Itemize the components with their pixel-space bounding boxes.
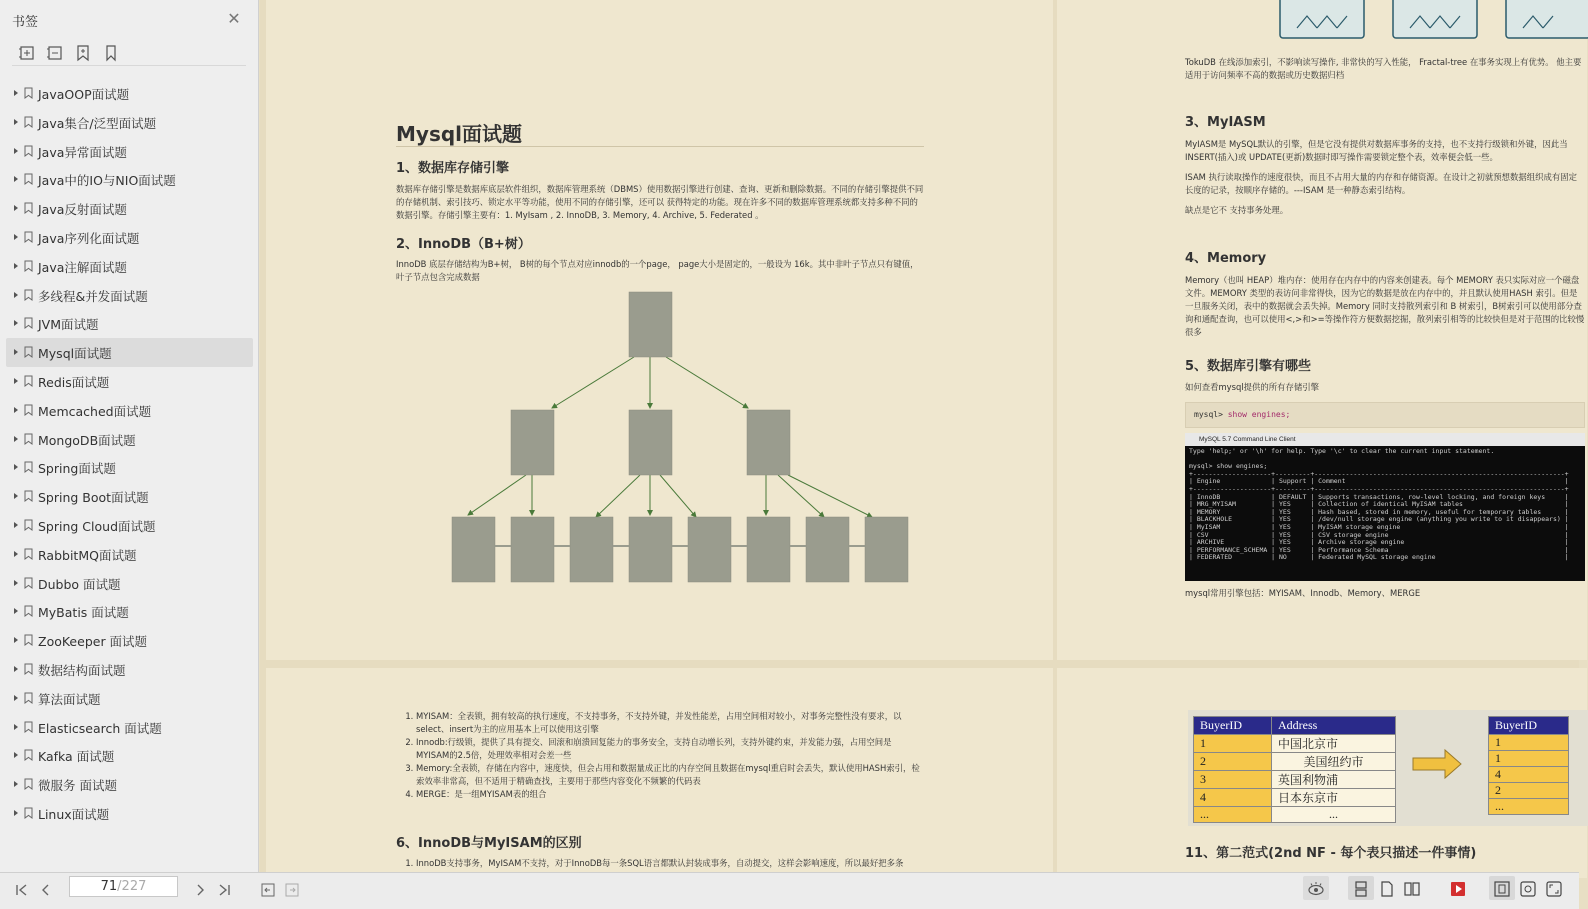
sidebar-item[interactable] [0,137,259,166]
table-row [1489,783,1569,799]
previous-page-icon[interactable] [38,882,54,898]
chevron-right-icon[interactable] [12,346,20,358]
sidebar-item-label: MyBatis 面试题 [38,605,129,621]
table-cell: ... [1272,807,1396,823]
bookmark-icon [24,577,33,589]
sidebar-item-label: Java序列化面试题 [38,230,140,246]
sidebar-item-label: JVM面试题 [38,317,99,333]
bookmark-icon [24,116,33,128]
sidebar-toolbar [12,44,246,66]
fit-width-icon[interactable] [1493,880,1511,898]
sidebar-item[interactable] [0,79,259,108]
chevron-right-icon[interactable] [12,490,20,502]
add-bookmark-icon[interactable] [74,44,92,62]
bookmark-icon [24,634,33,646]
heading-second-normal-form: 11、第二范式(2nd NF - 每个表只描述一件事情) [1185,846,1477,861]
list-item: 1. MYISAM：全表锁，拥有较高的执行速度，不支持事务，不支持外键，并发性能差，占用空间相对较小，对事务完整性没有要求，以select、insert为主的应用基本上可以使用这引擎 [416,710,922,736]
chevron-right-icon[interactable] [12,519,20,531]
sidebar-item-label: RabbitMQ面试题 [38,547,137,563]
engine-comparison-list [402,710,922,801]
chevron-right-icon[interactable] [12,289,20,301]
bookmark-icon[interactable] [102,44,120,62]
collapse-all-icon[interactable] [46,44,64,62]
sidebar-item[interactable] [0,108,259,137]
sidebar-item-label: MongoDB面试题 [38,432,136,448]
diff-list [402,857,922,870]
heading-innodb: 2、InnoDB（B+树） [396,237,531,252]
table-row [1194,789,1396,807]
sidebar-item-label: 多线程&并发面试题 [38,288,148,304]
bookmark-icon [24,317,33,329]
table-cell: 中国北京市 [1272,735,1396,753]
chevron-right-icon[interactable] [12,692,20,704]
sidebar-item[interactable] [0,252,259,281]
heading-myisam: 3、MyIASM [1185,115,1266,130]
bookmark-icon [24,692,33,704]
sidebar-item[interactable] [0,482,259,511]
table-cell: 1 [1489,751,1569,767]
bookmark-icon [24,346,33,358]
table-cell: 4 [1194,789,1272,807]
sidebar-item[interactable] [0,684,259,713]
sidebar-item-label: Java异常面试题 [38,144,127,160]
btree-fragment [1277,0,1587,42]
sidebar-item-label: Java中的IO与NIO面试题 [38,173,176,189]
heading-storage-engine: 1、数据库存储引擎 [396,161,510,176]
table-row [1194,807,1396,823]
heading-innodb-myisam-diff: 6、InnoDB与MyISAM的区别 [396,836,582,851]
paragraph-howto: 如何查看mysql提供的所有存储引擎 [1185,382,1319,392]
bookmark-icon [24,519,33,531]
column-header: BuyerID [1489,717,1569,735]
table-cell: 美国纽约市 [1272,753,1396,771]
table-cell: 英国利物浦 [1272,771,1396,789]
bottom-toolbar [0,872,1579,909]
paragraph-tokudb: TokuDB 在线添加索引，不影响读写操作, 非常快的写入性能， Fractal-tree 在事务实现上有优势。 他主要适用于访问频率不高的数据或历史数据归档 [1185,57,1582,80]
sidebar-item-label: JavaOOP面试题 [38,87,130,102]
page-title: Mysql面试题 [396,122,523,146]
column-header: BuyerID [1194,717,1272,735]
sidebar-item-label: Java注解面试题 [38,259,127,275]
table-cell: 日本东京市 [1272,789,1396,807]
chevron-right-icon[interactable] [12,317,20,329]
table-cell: ... [1194,807,1272,823]
play-slideshow-icon[interactable] [1449,880,1467,898]
sidebar-item-label: 数据结构面试题 [38,662,126,678]
bookmark-icon [24,663,33,675]
sidebar-item[interactable] [0,223,259,252]
paragraph-innodb: InnoDB 底层存储结构为B+树， B树的每个节点对应innodb的一个page， page大小是固定的，一般设为 16k。其中非叶子节点只有键值，叶子节点包含完成数据 [396,259,919,282]
sidebar-item[interactable] [0,713,259,742]
bplus-tree-diagram [436,285,916,595]
sidebar-item[interactable] [0,799,259,828]
sidebar-item-label: Spring Boot面试题 [38,490,149,506]
paragraph-storage-engine: 数据库存储引擎是数据库底层软件组织，数据库管理系统（DBMS）使用数据引擎进行创建、查询、更新和删除数据。不同的存储引擎提供不同的存储机制、索引技巧、锁定水平等功能，使用不同的存储引擎，还可以 获得特定的功能。现在许多不同的数据库管理系统都支持多种不同的数据引擎。存储引擎主要有：1. MyIsam , 2. InnoDB, 3. Memory, 4. Archive, 5. Federated 。 [396,184,924,220]
sidebar-item[interactable] [0,281,259,310]
bookmark-icon [24,375,33,387]
continuous-scroll-icon[interactable] [1352,880,1370,898]
console-output: Type 'help;' or '\h' for help. Type '\c' to clear the current input statement. mysql> show engines; +--------------------+---------+----------------------------------------------------------------+ | Engine | Support | Comment | +--------------------+---------+----------------------------------------------------------------+ | InnoDB | DEFAULT | Supports transactions, row-level locking, and foreign keys | | MRG_MYISAM | YES | Collection of identical MyISAM tables | | MEMORY | YES | Hash based, stored in memory, useful for temporary tables | | BLACKHOLE | YES | /dev/null storage engine (anything you write to it disappears) | | MyISAM | YES | MyISAM storage engine | | CSV | YES | CSV storage engine | | ARCHIVE | YES | Archive storage engine | | PERFORMANCE_SCHEMA | YES | Performance Schema | | FEDERATED | NO | Federated MySQL storage engine | [1189,447,1569,562]
sidebar-item-label: Kafka 面试题 [38,749,115,765]
chevron-right-icon[interactable] [12,404,20,416]
table-row [1194,735,1396,753]
bookmark-icon [24,807,33,819]
sidebar-item-label: Spring Cloud面试题 [38,518,156,534]
chevron-right-icon[interactable] [12,202,20,214]
list-item: 2. Innodb:行级锁，提供了具有提交、回滚和崩溃回复能力的事务安全，支持自动增长列，支持外键约束，并发能力强，占用空间是MYISAM的2.5倍，处理效率相对会差一些 [416,736,922,762]
go-back-view-icon[interactable] [260,882,276,898]
sidebar-item-label: Spring面试题 [38,461,116,477]
table-row [1194,771,1396,789]
table-row [1489,767,1569,783]
sidebar-item-label: Memcached面试题 [38,403,152,419]
chevron-right-icon[interactable] [12,145,20,157]
bookmark-icon [24,260,33,272]
fit-page-icon[interactable] [1519,880,1537,898]
bookmark-icon [24,749,33,761]
sidebar-item-label: Java集合/泛型面试题 [38,115,157,131]
sidebar-item[interactable] [0,194,259,223]
sidebar-item[interactable] [0,770,259,799]
sidebar-item[interactable] [0,165,259,194]
code-command: show engines; [1227,410,1291,419]
list-item: 1. InnoDB支持事务，MyISAM不支持，对于InnoDB每一条SQL语言都默认封装成事务，自动提交，这样会影响速度，所以最好把多条 [416,857,922,870]
bookmark-icon [24,605,33,617]
table-row [1489,799,1569,815]
table-cell: 4 [1489,767,1569,783]
chevron-right-icon[interactable] [12,778,20,790]
bookmark-icon [24,721,33,733]
chevron-right-icon[interactable] [12,577,20,589]
sidebar-item[interactable] [0,425,259,454]
paragraph-myisam-3: 缺点是它不 支持事务处理。 [1185,205,1289,215]
bookmark-icon [24,778,33,790]
sidebar-item[interactable] [0,540,259,569]
bookmark-icon [24,404,33,416]
console-screenshot [1185,433,1585,581]
table-row [1489,751,1569,767]
table-row [1194,753,1396,771]
sidebar-item-label: 微服务 面试题 [38,778,117,794]
sidebar-item-label: Linux面试题 [38,806,110,822]
buyer-id-table [1488,716,1569,815]
current-page[interactable]: 71 [100,879,118,894]
last-page-icon[interactable] [216,882,232,898]
bookmark-icon [24,433,33,445]
sidebar-item-label: Mysql面试题 [38,346,112,362]
sidebar-item[interactable] [0,396,259,425]
paragraph-common-engines: mysql常用引擎包括：MYISAM、Innodb、Memory、MERGE [1185,588,1421,598]
sidebar-item[interactable] [0,655,259,684]
bookmark-icon [24,145,33,157]
page-left-top [266,0,1053,660]
chevron-right-icon[interactable] [12,749,20,761]
eye-care-icon[interactable] [1307,880,1325,898]
total-pages: /227 [117,879,147,894]
chevron-right-icon[interactable] [12,663,20,675]
fullscreen-icon[interactable] [1545,880,1563,898]
heading-memory: 4、Memory [1185,251,1267,266]
page-number-input[interactable] [69,876,178,897]
chevron-right-icon[interactable] [12,116,20,128]
list-item: 3. Memory:全表锁，存储在内容中，速度快，但会占用和数据量成正比的内存空间且数据在mysql重启时会丢失，默认使用HASH索引，检索效率非常高，但不适用于精确查找，主要用于那些内容变化不频繁的代码表 [416,762,922,788]
paragraph-myisam-2: ISAM 执行读取操作的速度很快，而且不占用大量的内存和存储资源。在设计之初就预想数据组织成有固定长度的记录，按顺序存储的。---ISAM 是一种静态索引结构。 [1185,172,1578,195]
single-page-icon[interactable] [1378,880,1396,898]
first-page-icon[interactable] [14,882,30,898]
expand-all-icon[interactable] [18,44,36,62]
sidebar-item[interactable] [0,741,259,770]
sidebar-item[interactable] [0,511,259,540]
bookmark-icon [24,461,33,473]
arrow-right-icon [1411,748,1463,780]
chevron-right-icon[interactable] [12,87,20,99]
bookmark-sidebar [0,0,259,872]
bookmark-icon [24,289,33,301]
buyer-address-table [1193,716,1396,823]
sidebar-item-label: 算法面试题 [38,691,101,707]
chevron-right-icon[interactable] [12,173,20,185]
bookmark-icon [24,173,33,185]
next-page-icon[interactable] [192,882,208,898]
go-forward-view-icon[interactable] [284,882,300,898]
chevron-right-icon[interactable] [12,605,20,617]
chevron-right-icon[interactable] [12,807,20,819]
bookmark-list [0,79,259,828]
column-header: Address [1272,717,1396,735]
table-cell: ... [1489,799,1569,815]
sidebar-item-label: Elasticsearch 面试题 [38,720,162,736]
table-row [1489,735,1569,751]
sidebar-item[interactable] [0,597,259,626]
bookmark-icon [24,87,33,99]
table-cell: 2 [1489,783,1569,799]
chevron-right-icon[interactable] [12,231,20,243]
table-cell: 3 [1194,771,1272,789]
sidebar-item[interactable] [0,626,259,655]
sidebar-item[interactable] [0,367,259,396]
chevron-right-icon[interactable] [12,461,20,473]
console-titlebar: MySQL 5.7 Command Line Client [1185,433,1585,446]
paragraph-myisam-1: MyIASM是 MySQL默认的引擎，但是它没有提供对数据库事务的支持，也不支持行级锁和外键，因此当 INSERT(插入)或 UPDATE(更新)数据时即写操作需要锁定整个表，效率便会低一些。 [1185,139,1568,162]
list-item: 4. MERGE：是一组MYISAM表的组合 [416,788,922,801]
sidebar-item-label: ZooKeeper 面试题 [38,634,148,650]
sidebar-item-label: Redis面试题 [38,374,110,390]
document-viewport[interactable] [260,0,1585,872]
heading-engines: 5、数据库引擎有哪些 [1185,359,1312,374]
chevron-right-icon[interactable] [12,548,20,560]
sidebar-item-label: Java反射面试题 [38,202,127,218]
chevron-right-icon[interactable] [12,375,20,387]
table-cell: 2 [1194,753,1272,771]
bookmark-icon [24,490,33,502]
sidebar-item[interactable] [6,338,253,367]
chevron-right-icon[interactable] [12,260,20,272]
code-block [1185,402,1585,428]
close-icon[interactable]: ✕ [227,9,241,28]
chevron-right-icon[interactable] [12,634,20,646]
sidebar-title: 书签 [12,15,39,30]
bookmark-icon [24,202,33,214]
table-cell: 1 [1194,735,1272,753]
page-right-bottom [1057,668,1587,878]
paragraph-memory: Memory（也叫 HEAP）堆内存：使用存在内存中的内容来创建表。每个 MEMORY 表只实际对应一个磁盘文件。MEMORY 类型的表访问非常得快，因为它的数据是放在内存中的，并且默认使用HASH 索引。但是一旦服务关闭，表中的数据就会丢失掉。Memory 同时支持散列索引和 B 树索引，B树索引可以使用部分查询和通配查询，也可以使用<,>和>=等操作符方便数据挖掘，散列索引相等的比较快但是对于范围的比较慢很多 [1185,275,1585,337]
chevron-right-icon[interactable] [12,721,20,733]
chevron-right-icon[interactable] [12,433,20,445]
page-left-bottom [266,668,1053,878]
code-prompt: mysql> [1194,410,1228,419]
bookmark-icon [24,231,33,243]
two-page-icon[interactable] [1403,880,1421,898]
title-divider [396,146,924,147]
sidebar-item[interactable] [0,569,259,598]
sidebar-item[interactable] [0,453,259,482]
table-cell: 1 [1489,735,1569,751]
sidebar-item-label: Dubbo 面试题 [38,576,121,592]
bookmark-icon [24,548,33,560]
sidebar-item[interactable] [0,309,259,338]
